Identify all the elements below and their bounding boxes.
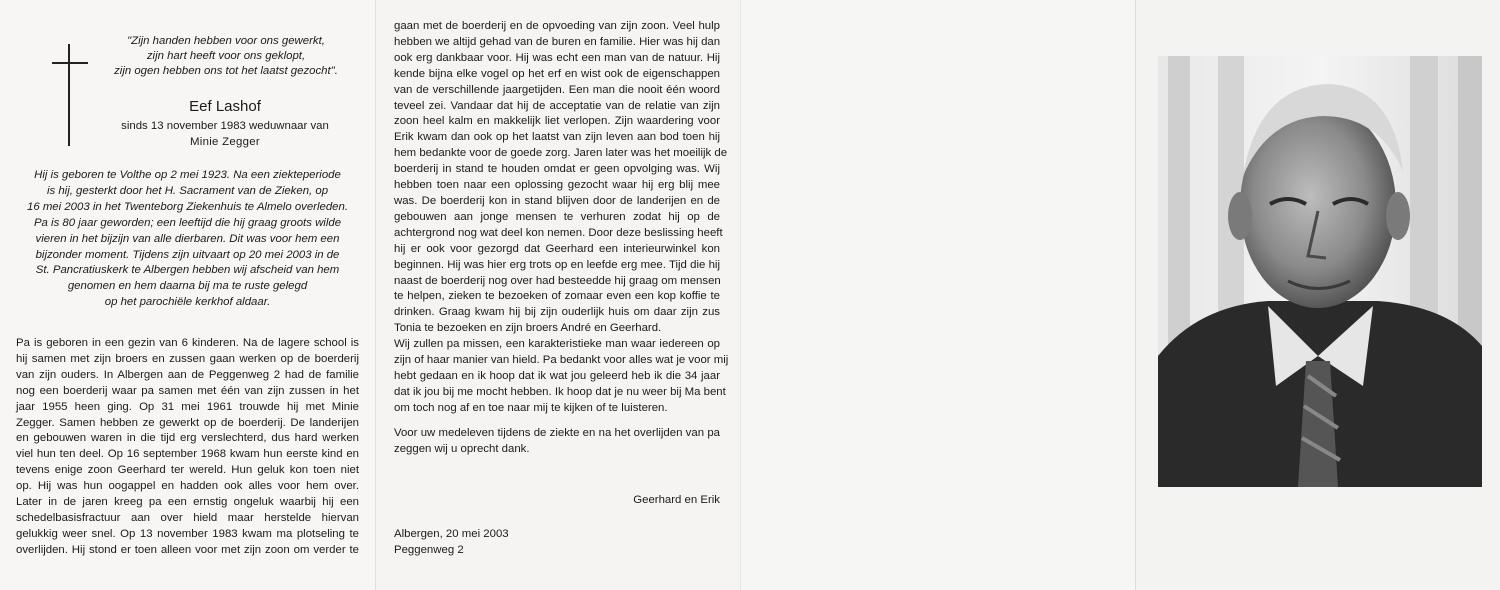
farewell-line: zijn of haar manier van hield. Pa bedankt voor alles wat je voor mij bbox=[394, 354, 729, 367]
story-line: hebben toen naar een oplossing gezocht waar hij erg blij mee bbox=[394, 179, 720, 192]
bio-line: Pa is 80 jaar geworden; een leeftijd die hij graag groots wilde bbox=[33, 216, 342, 229]
bio-line: 16 mei 2003 in het Twenteborg Ziekenhuis te Almelo overleden. bbox=[26, 200, 349, 213]
farewell-line: dat ik jou bij me mocht hebben. Ik hoop dat je nu weer bij Ma bent bbox=[394, 385, 726, 398]
place-date: Albergen, 20 mei 2003 bbox=[394, 528, 509, 540]
deceased-name: Eef Lashof bbox=[189, 98, 261, 115]
story-line: achtergrond nog wat deel kon nemen. Door deze beslissing heeft bbox=[394, 226, 723, 239]
story-line: teveel zei. Vandaar dat hij de acceptatie van de relatie van zijn bbox=[394, 99, 720, 112]
farewell-line: om toch nog af en toe naar mij te kijken of te luisteren. bbox=[394, 401, 668, 414]
thanks-line: zeggen wij u oprecht dank. bbox=[394, 442, 530, 455]
bio-line: genomen en hem daarna bij ma te ruste gelegd bbox=[67, 280, 308, 293]
story-line: ook erg dankbaar voor. Hij was echt een man van de natuur. Hij bbox=[394, 51, 720, 64]
signature: Geerhard en Erik bbox=[633, 494, 720, 506]
story-line: gebouwen aan jonge mensen te verhuren zodat hij op de bbox=[394, 210, 720, 223]
life-story-part1 bbox=[16, 336, 359, 559]
farewell-line: Wij zullen pa missen, een karakteristieke man waar iedereen op bbox=[394, 338, 720, 351]
cross-icon bbox=[52, 44, 88, 146]
story-line: te helpen, zieken te bezoeken of zomaar even een kop koffie te bbox=[394, 290, 720, 303]
portrait-photo bbox=[1158, 56, 1482, 487]
farewell-line: hebt gedaan en ik hoop dat ik wat jou geleerd heb ik die 34 jaar bbox=[394, 369, 720, 382]
story-line: schedelbasisfractuur aan over hield maar herstelde hiervan bbox=[16, 511, 359, 524]
story-line: beginnen. Hij was hier erg trots op en leefde erg mee. Tijd die hij bbox=[394, 258, 720, 271]
quote-line: zijn hart heeft voor ons geklopt, bbox=[146, 50, 306, 62]
story-line: gaan met de boerderij en de opvoeding van zijn zoon. Veel hulp bbox=[394, 20, 720, 32]
memorial-quote bbox=[104, 34, 348, 79]
story-line: zoon heel kalm en makkelijk liet verlopen. Zijn waardering voor bbox=[394, 115, 720, 128]
story-line: tevens enige zoon Geerhard ter wereld. Hun geluk kon toen niet bbox=[16, 464, 359, 477]
story-line: hij er ook voor gezorgd dat Geerhard een interieurwinkel kon bbox=[394, 242, 720, 255]
bio-line: vieren in het bijzijn van alle dierbaren. Dit was voor hem een bbox=[35, 232, 340, 245]
story-line: op. Hij was hun oogappel en hadden ook alles voor hem over. bbox=[16, 480, 359, 493]
story-line: nog een boerderij waar pa samen met één van zijn zussen in het bbox=[16, 384, 359, 397]
story-line: Pa is geboren in een gezin van 6 kinderen. Na de lagere school is bbox=[16, 337, 359, 349]
bio-line: St. Pancratiuskerk te Albergen hebben wij afscheid van hem bbox=[35, 264, 340, 277]
life-story-part2 bbox=[394, 19, 729, 457]
story-line: Zegger. Samen hebben ze gewerkt op de boerderij. De landerijen bbox=[16, 416, 359, 429]
story-line: gelukkig weer snel. Op 13 november 1983 kwam ma plotseling te bbox=[16, 527, 359, 540]
story-line: jaar 1955 heen ging. Op 31 mei 1961 trouwde hij met Minie bbox=[16, 400, 359, 413]
biography-summary bbox=[16, 168, 359, 311]
story-line: boerderij in stand te houden omdat er geen opvolging was. Wij bbox=[394, 163, 720, 176]
bio-line: Hij is geboren te Volthe op 2 mei 1923. Na een ziekteperiode bbox=[34, 169, 341, 181]
story-line: van zijn ouders. In Albergen aan de Peggenweg 2 had de familie bbox=[16, 368, 359, 381]
quote-line: "Zijn handen hebben voor ons gewerkt, bbox=[127, 35, 325, 47]
spouse-name: Minie Zegger bbox=[189, 136, 261, 148]
story-line: van de verschillende jaargetijden. Een man die nooit één woord bbox=[394, 83, 720, 96]
story-line: was. De boerderij kon in stand blijven door de landerijen en de bbox=[394, 194, 720, 207]
story-line: Later in de jaren kreeg pa een ernstig ongeluk waarbij hij een bbox=[16, 496, 359, 509]
story-line: hij samen met zijn broers en zussen gaan werken op de boerderij bbox=[16, 352, 359, 365]
thanks-line: Voor uw medeleven tijdens de ziekte en na het overlijden van pa bbox=[394, 426, 720, 439]
story-line: Tonia te bezoeken en zijn broers André en Geerhard. bbox=[394, 322, 662, 335]
bio-line: is hij, gesterkt door het H. Sacrament van de Zieken, op bbox=[46, 184, 329, 197]
story-line: drinken. Graag kwam hij bij zijn ouderlijk huis om daar zijn zus bbox=[394, 306, 720, 319]
story-line: naast de boerderij nog over had besteedde hij graag om mensen bbox=[394, 274, 721, 287]
bio-line: op het parochiële kerkhof aldaar. bbox=[104, 296, 271, 309]
story-line: Erik kwam dan ook op het laatst van zijn leven aan bod toen hij bbox=[394, 131, 720, 144]
blank-page bbox=[740, 0, 1135, 590]
widowed-since: sinds 13 november 1983 weduwnaar van bbox=[121, 120, 329, 132]
story-line: hem bedankte voor de goede zorg. Jaren later was het moeilijk de bbox=[394, 147, 728, 160]
place-and-date bbox=[394, 526, 509, 558]
story-line: viel hun ten deel. Op 16 september 1968 kwam hun eerste kind en bbox=[16, 448, 359, 461]
story-line: overlijden. Hij stond er toen alleen voor met zijn zoon om verder te bbox=[16, 543, 359, 556]
story-line: kende bijna elke vogel op het erf en wist ook de eigenschappen bbox=[394, 67, 720, 80]
story-line: en gebouwen waren in die tijd erg verslechterd, dus hard werken bbox=[16, 432, 359, 445]
bio-line: bijzonder moment. Tijdens zijn uitvaart op 20 mei 2003 in de bbox=[35, 248, 340, 261]
address: Peggenweg 2 bbox=[394, 544, 464, 556]
story-line: hebben we altijd gehad van de buren en familie. Hier was hij dan bbox=[394, 35, 721, 48]
quote-line: zijn ogen hebben ons tot het laatst gezocht". bbox=[114, 65, 338, 77]
